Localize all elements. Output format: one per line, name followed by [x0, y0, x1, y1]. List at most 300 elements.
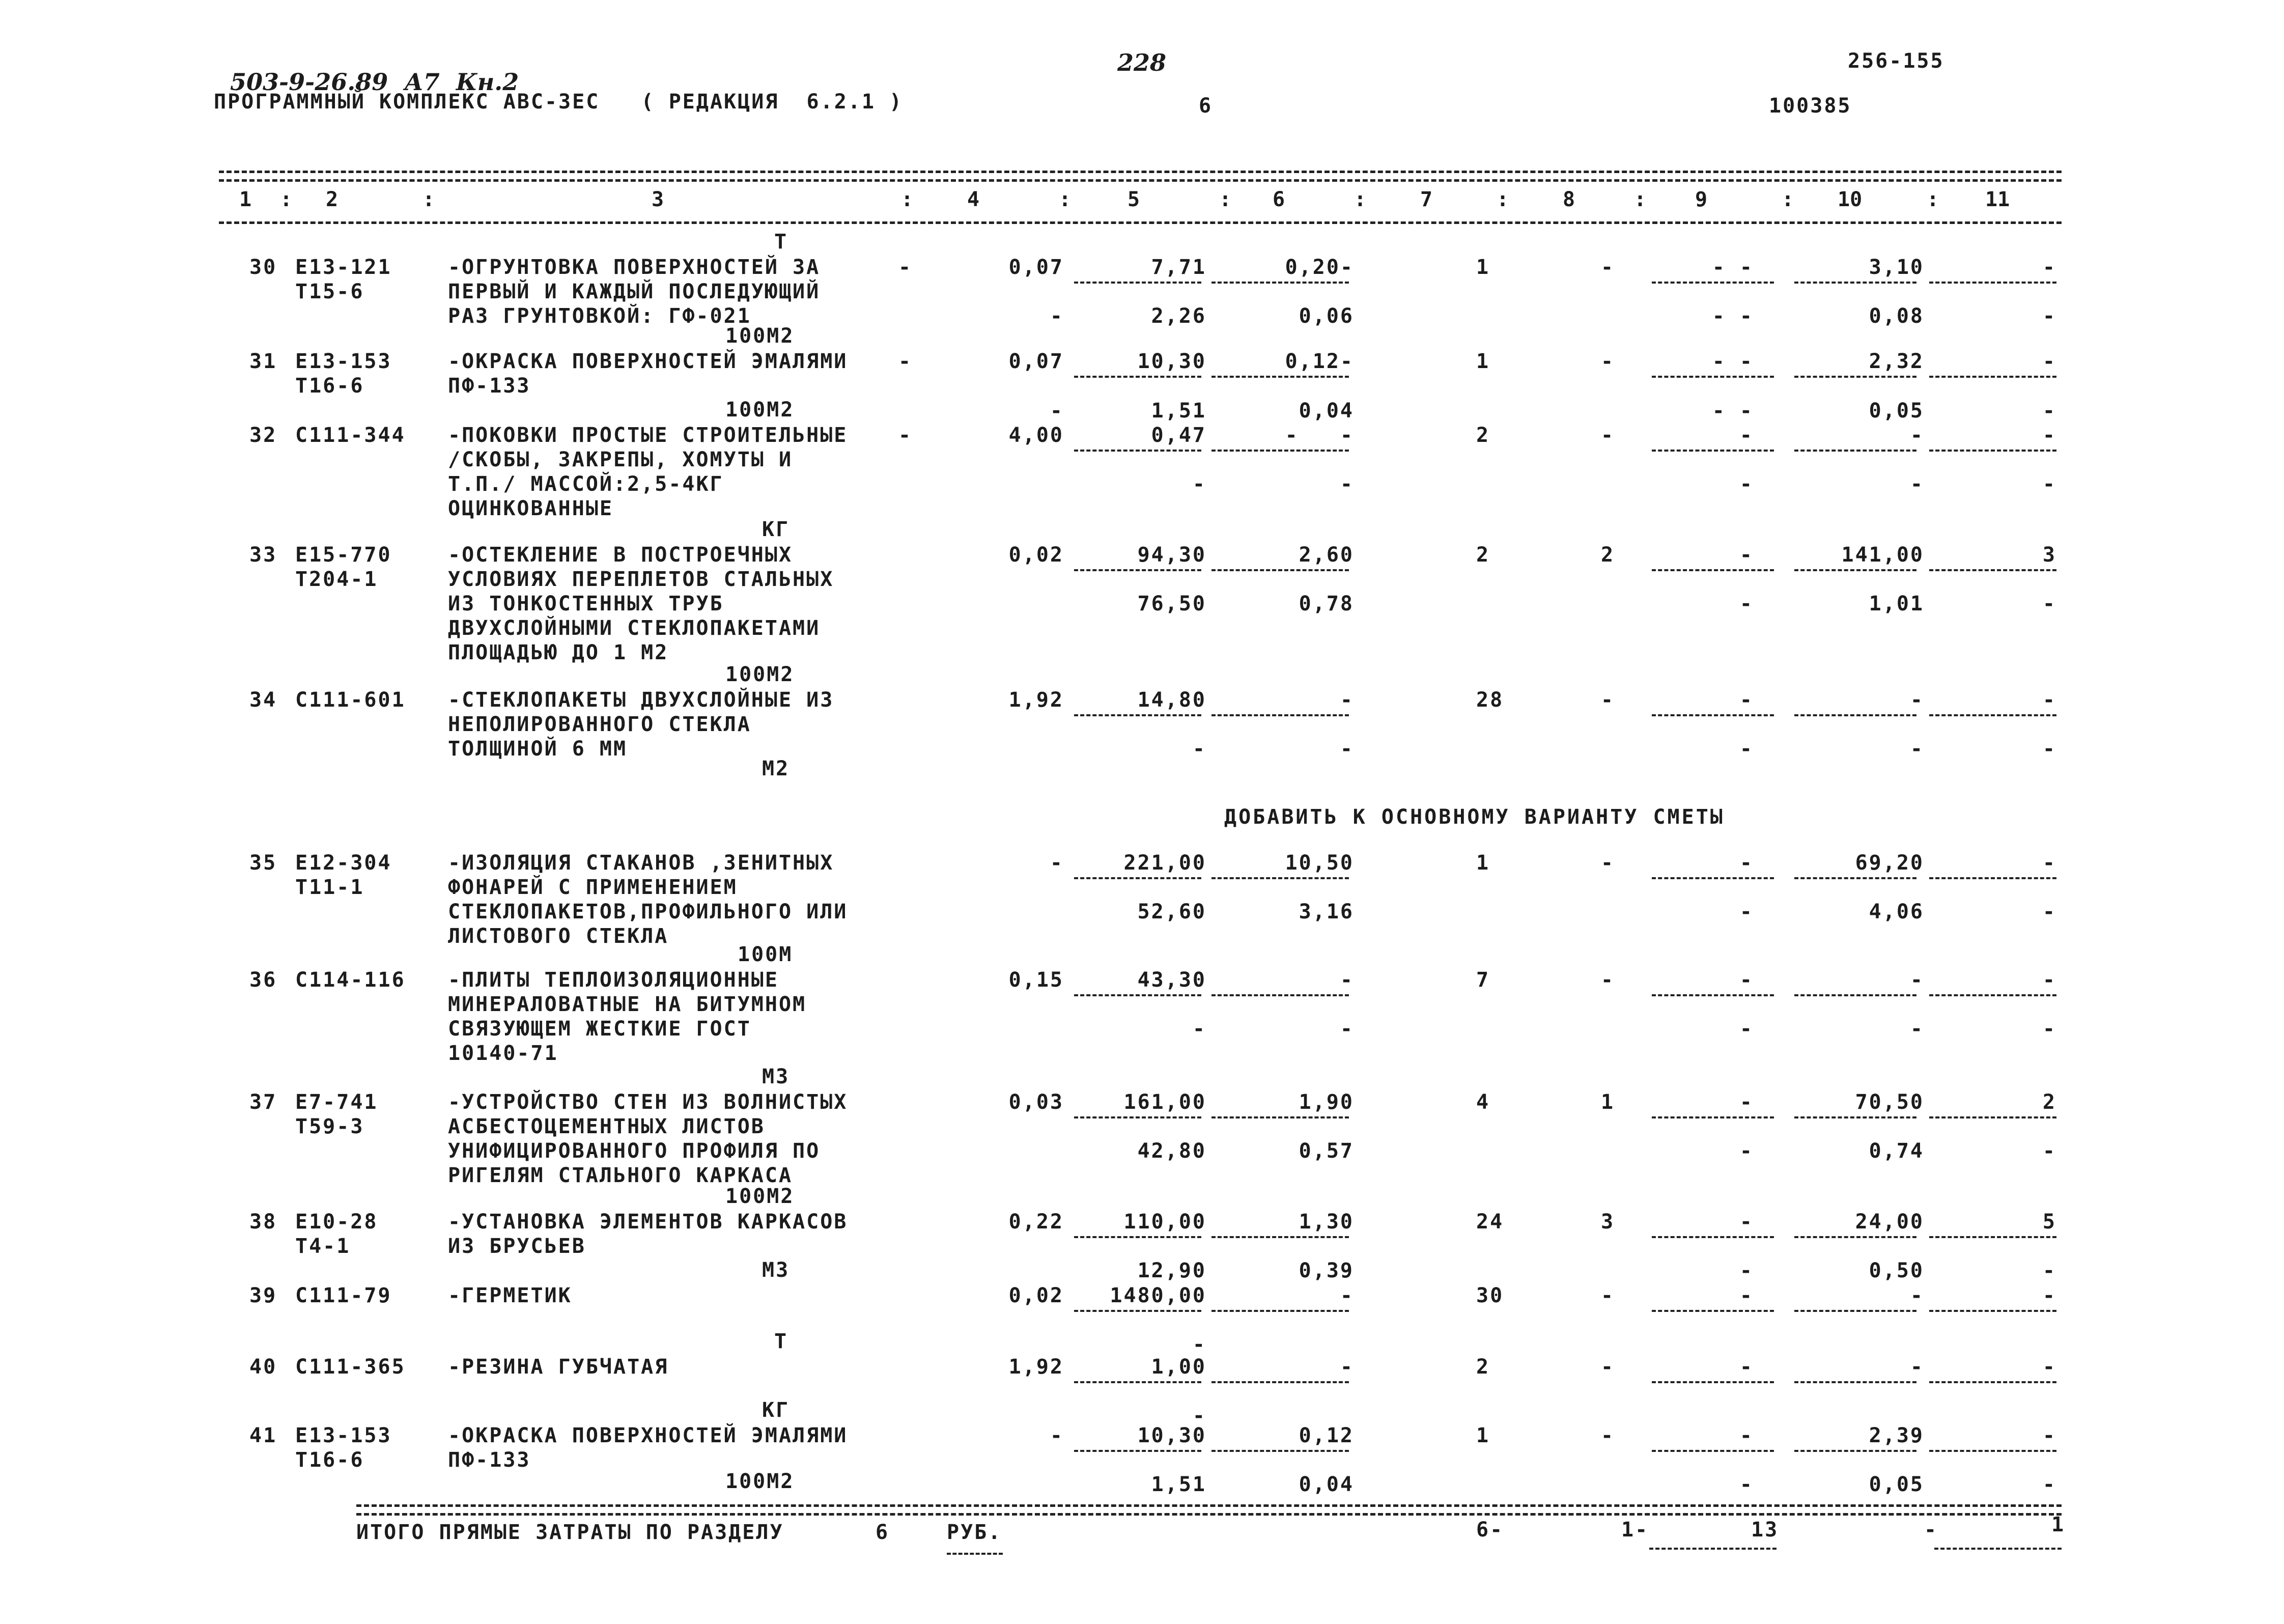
cell-c6: - — [1340, 1284, 1354, 1307]
work-description: -ОГРУНТОВКА ПОВЕРХНОСТЕЙ ЗА — [448, 256, 821, 279]
value-underline — [1794, 994, 1916, 996]
column-separator: : — [280, 188, 293, 211]
value-underline — [1794, 1310, 1916, 1312]
value-underline — [1794, 714, 1916, 716]
work-description: 10140-71 — [448, 1042, 558, 1065]
cell-c8: - — [1601, 350, 1615, 373]
resource-code: Е10-28 — [295, 1210, 378, 1234]
value-underline — [1794, 1116, 1916, 1118]
resource-code: Е13-153 — [295, 1424, 392, 1447]
resource-code: Е12-304 — [295, 851, 392, 875]
total-c9: 13 — [1751, 1518, 1779, 1542]
cell-c10: 3,10 — [1869, 256, 1924, 279]
cell-c10: 0,05 — [1869, 1473, 1924, 1496]
value-underline — [1929, 282, 2056, 284]
value-underline — [1794, 877, 1916, 879]
cell-c11: - — [2042, 968, 2056, 992]
work-description: УНИФИЦИРОВАННОГО ПРОФИЛЯ ПО — [448, 1139, 821, 1163]
cell-c9: - — [1739, 1284, 1754, 1307]
cell-c4: 1,92 — [1008, 1355, 1064, 1379]
cell-c6: 0,06 — [1299, 304, 1354, 328]
cell-c11: - — [2042, 737, 2056, 761]
resource-code: С111-79 — [295, 1284, 392, 1307]
value-underline — [1211, 1381, 1349, 1383]
work-description: -ОКРАСКА ПОВЕРХНОСТЕЙ ЭМАЛЯМИ — [448, 350, 848, 373]
value-underline — [1074, 877, 1201, 879]
unit-label: КГ — [762, 1398, 790, 1422]
value-underline — [1211, 877, 1349, 879]
row-number: 41 — [249, 1424, 277, 1447]
cell-c10: - — [1910, 1355, 1924, 1379]
cell-c10: - — [1910, 1017, 1924, 1041]
book-label: Кн.2 — [456, 68, 519, 96]
cell-c9: - — [1739, 424, 1754, 447]
unit-label: 100М2 — [725, 324, 795, 348]
value-underline — [1929, 877, 2056, 879]
value-underline — [1929, 1116, 2056, 1118]
value-underline — [1652, 994, 1774, 996]
total-c7: 6- — [1476, 1518, 1504, 1542]
total-c9-underline — [1649, 1548, 1777, 1550]
value-underline — [1211, 282, 1349, 284]
cell-c9: - — [1739, 737, 1754, 761]
cell-c4: 0,02 — [1008, 1284, 1064, 1307]
value-underline — [1929, 714, 2056, 716]
resource-code: Е13-153 — [295, 350, 392, 373]
value-underline — [1652, 1236, 1774, 1238]
cell-c10: 24,00 — [1855, 1210, 1924, 1234]
cell-c11: - — [2042, 1284, 2056, 1307]
cell-c6: 3,16 — [1299, 900, 1354, 923]
work-description: -УСТРОЙСТВО СТЕН ИЗ ВОЛНИСТЫХ — [448, 1090, 848, 1114]
cell-c9: - - — [1712, 399, 1754, 423]
value-underline — [1929, 569, 2056, 571]
cell-c4: - — [1050, 851, 1064, 875]
resource-code: Т11-1 — [295, 876, 364, 899]
cell-c3: - — [898, 256, 913, 279]
value-underline — [1652, 714, 1774, 716]
cell-c10: 4,06 — [1869, 900, 1924, 923]
column-separator: : — [901, 188, 914, 211]
cell-c5: - — [1192, 1333, 1206, 1356]
cell-c8: 2 — [1601, 543, 1615, 567]
cell-c5: - — [1192, 1404, 1206, 1427]
cell-c4: 0,07 — [1008, 350, 1064, 373]
cell-c5: 10,30 — [1137, 350, 1206, 373]
cell-c7: 1 — [1476, 256, 1490, 279]
cell-c8: 1 — [1601, 1090, 1615, 1114]
cell-c5: 94,30 — [1137, 543, 1206, 567]
value-underline — [1929, 1310, 2056, 1312]
cell-c5: 7,71 — [1151, 256, 1206, 279]
value-underline — [1652, 877, 1774, 879]
value-underline — [1794, 450, 1916, 452]
total-c10: - — [1924, 1518, 1938, 1542]
cell-c4: 0,22 — [1008, 1210, 1064, 1234]
cell-c6: - — [1340, 968, 1354, 992]
column-header-11: 11 — [1985, 188, 2010, 211]
total-c11-underline — [1934, 1548, 2062, 1550]
cell-c5: 161,00 — [1123, 1090, 1206, 1114]
value-underline — [1794, 1236, 1916, 1238]
total-c11: 1 — [2051, 1513, 2066, 1536]
value-underline — [1652, 450, 1774, 452]
row-number: 40 — [249, 1355, 277, 1379]
column-header-6: 6 — [1273, 188, 1285, 211]
total-section: 6 — [876, 1521, 890, 1544]
total-rule-top2 — [356, 1513, 2062, 1516]
column-separator: : — [1354, 188, 1367, 211]
cell-c11: - — [2042, 592, 2056, 615]
work-description: РИГЕЛЯМ СТАЛЬНОГО КАРКАСА — [448, 1164, 793, 1187]
unit-label: 100М2 — [725, 398, 795, 422]
doc-code: 503-9-26.89 — [230, 68, 388, 96]
cell-c8: - — [1601, 688, 1615, 712]
value-underline — [1074, 1116, 1201, 1118]
cell-c5: 14,80 — [1137, 688, 1206, 712]
value-underline — [1652, 1116, 1774, 1118]
column-header-5: 5 — [1127, 188, 1140, 211]
cell-c4: - — [1050, 1424, 1064, 1447]
work-description: -РЕЗИНА ГУБЧАТАЯ — [448, 1355, 669, 1379]
column-separator: : — [1059, 188, 1071, 211]
cell-c9: - — [1739, 1017, 1754, 1041]
handwritten-doc-code — [214, 47, 519, 94]
unit-label: 100М — [738, 943, 793, 966]
resource-code: Е7-741 — [295, 1090, 378, 1114]
cell-c6: 1,30 — [1299, 1210, 1354, 1234]
cell-c11: - — [2042, 900, 2056, 923]
column-separator: : — [1219, 188, 1232, 211]
cell-c4: - — [1050, 304, 1064, 328]
cell-c9: - — [1739, 592, 1754, 615]
value-underline — [1794, 376, 1916, 378]
doc-id: 100385 — [1769, 94, 1852, 118]
work-description: ФОНАРЕЙ С ПРИМЕНЕНИЕМ — [448, 876, 738, 899]
cell-c8: - — [1601, 968, 1615, 992]
value-underline — [1211, 376, 1349, 378]
cell-c11: - — [2042, 399, 2056, 423]
cell-c7: 1 — [1476, 1424, 1490, 1447]
cell-c4: - — [1050, 399, 1064, 423]
cell-c10: 70,50 — [1855, 1090, 1924, 1114]
cell-c7: 2 — [1476, 543, 1490, 567]
cell-c10: 69,20 — [1855, 851, 1924, 875]
value-underline — [1794, 569, 1916, 571]
resource-code: Е15-770 — [295, 543, 392, 567]
cell-c4: 0,03 — [1008, 1090, 1064, 1114]
program-title: ПРОГРАММНЫЙ КОМПЛЕКС АВС-ЗЕС ( РЕДАКЦИЯ 6.2.1 ) — [214, 90, 904, 114]
unit-label: КГ — [762, 518, 790, 541]
value-underline — [1074, 450, 1201, 452]
column-header-4: 4 — [967, 188, 980, 211]
work-description: ПЕРВЫЙ И КАЖДЫЙ ПОСЛЕДУЮЩИЙ — [448, 280, 821, 303]
cell-c8: - — [1601, 1284, 1615, 1307]
header-rule-top — [219, 171, 2062, 173]
resource-code: С114-116 — [295, 968, 406, 992]
cell-c6: 0,12 — [1299, 1424, 1354, 1447]
value-underline — [1794, 1381, 1916, 1383]
cell-c10: 0,08 — [1869, 304, 1924, 328]
column-header-2: 2 — [326, 188, 339, 211]
cell-c6: 10,50 — [1285, 851, 1354, 875]
cell-c11: - — [2042, 1473, 2056, 1496]
cell-c10: 0,50 — [1869, 1259, 1924, 1282]
cell-c5: - — [1192, 737, 1206, 761]
cell-c5: 0,47 — [1151, 424, 1206, 447]
cell-c10: - — [1910, 472, 1924, 496]
cell-c9: - - — [1712, 350, 1754, 373]
work-description: -ОКРАСКА ПОВЕРХНОСТЕЙ ЭМАЛЯМИ — [448, 1424, 848, 1447]
unit-label: М2 — [762, 757, 790, 780]
cell-c11: - — [2042, 472, 2056, 496]
cell-c10: 0,05 — [1869, 399, 1924, 423]
value-underline — [1794, 282, 1916, 284]
cell-c6: 0,20- — [1285, 256, 1354, 279]
cell-c5: - — [1192, 472, 1206, 496]
row-number: 38 — [249, 1210, 277, 1234]
cell-c6: 0,12- — [1285, 350, 1354, 373]
work-description: НЕПОЛИРОВАННОГО СТЕКЛА — [448, 713, 751, 736]
cell-c4: 0,15 — [1008, 968, 1064, 992]
cell-c11: 2 — [2042, 1090, 2056, 1114]
cell-c5: 1,51 — [1151, 399, 1206, 423]
work-description: ИЗ БРУСЬЕВ — [448, 1235, 586, 1258]
row-number: 35 — [249, 851, 277, 875]
resource-code: С111-344 — [295, 424, 406, 447]
cell-c11: - — [2042, 350, 2056, 373]
work-description: УСЛОВИЯХ ПЕРЕПЛЕТОВ СТАЛЬНЫХ — [448, 568, 834, 591]
cell-c6: - — [1340, 737, 1354, 761]
value-underline — [1652, 1310, 1774, 1312]
resource-code: Е13-121 — [295, 256, 392, 279]
cell-c5: 110,00 — [1123, 1210, 1206, 1234]
add-note: ДОБАВИТЬ К ОСНОВНОМУ ВАРИАНТУ СМЕТЫ — [1224, 805, 1725, 829]
row-number: 32 — [249, 424, 277, 447]
cell-c5: 12,90 — [1137, 1259, 1206, 1282]
cell-c9: - — [1739, 851, 1754, 875]
value-underline — [1074, 1450, 1201, 1452]
cell-c3: - — [898, 424, 913, 447]
resource-code: Т59-3 — [295, 1115, 364, 1138]
cell-c8: - — [1601, 424, 1615, 447]
column-header-3: 3 — [652, 188, 664, 211]
cell-c10: 0,74 — [1869, 1139, 1924, 1163]
row-number: 30 — [249, 256, 277, 279]
cell-c5: 76,50 — [1137, 592, 1206, 615]
cell-c10: - — [1910, 968, 1924, 992]
resource-code: С111-365 — [295, 1355, 406, 1379]
cell-c7: 30 — [1476, 1284, 1504, 1307]
ref-number: 256-155 — [1848, 49, 1944, 73]
value-underline — [1074, 282, 1201, 284]
value-underline — [1929, 1450, 2056, 1452]
work-description: -ПОКОВКИ ПРОСТЫЕ СТРОИТЕЛЬНЫЕ — [448, 424, 848, 447]
column-header-7: 7 — [1420, 188, 1433, 211]
resource-code: С111-601 — [295, 688, 406, 712]
header-rule-top2 — [219, 179, 2062, 182]
cell-c11: - — [2042, 424, 2056, 447]
cell-c9: - — [1739, 1355, 1754, 1379]
work-description: ТОЛЩИНОЙ 6 ММ — [448, 737, 628, 761]
value-underline — [1929, 450, 2056, 452]
cell-c11: - — [2042, 688, 2056, 712]
value-underline — [1074, 569, 1201, 571]
cell-c3: - — [898, 350, 913, 373]
cell-c5: - — [1192, 1017, 1206, 1041]
cell-c10: 2,32 — [1869, 350, 1924, 373]
cell-c9: - — [1739, 900, 1754, 923]
work-description: РАЗ ГРУНТОВКОЙ: ГФ-021 — [448, 304, 751, 328]
unit-label: Т — [774, 1330, 788, 1353]
column-separator: : — [422, 188, 435, 211]
cell-c6: 0,78 — [1299, 592, 1354, 615]
cell-c10: - — [1910, 424, 1924, 447]
cell-c6: - — [1340, 1355, 1354, 1379]
unit-label: М3 — [762, 1065, 790, 1088]
column-header-1: 1 — [239, 188, 252, 211]
cell-c10: - — [1910, 737, 1924, 761]
value-underline — [1652, 282, 1774, 284]
value-underline — [1211, 1450, 1349, 1452]
cell-c4: 1,92 — [1008, 688, 1064, 712]
cell-c6: - — [1340, 1017, 1354, 1041]
cell-c7: 4 — [1476, 1090, 1490, 1114]
unit-label: М3 — [762, 1258, 790, 1282]
column-header-8: 8 — [1563, 188, 1575, 211]
cell-c9: - — [1739, 1473, 1754, 1496]
unit-label: 100М2 — [725, 663, 795, 686]
cell-c7: 1 — [1476, 350, 1490, 373]
value-underline — [1074, 994, 1201, 996]
cell-c10: - — [1910, 688, 1924, 712]
total-rule-top — [356, 1504, 2062, 1507]
cell-c5: 1,51 — [1151, 1473, 1206, 1496]
resource-code: Т16-6 — [295, 374, 364, 398]
resource-code: Т4-1 — [295, 1235, 351, 1258]
value-underline — [1211, 994, 1349, 996]
value-underline — [1652, 1450, 1774, 1452]
work-description: ПЛОЩАДЬЮ ДО 1 М2 — [448, 641, 669, 664]
work-description: ПФ-133 — [448, 374, 531, 398]
row-number: 39 — [249, 1284, 277, 1307]
cell-c11: 5 — [2042, 1210, 2056, 1234]
cell-c9: - — [1739, 1424, 1754, 1447]
value-underline — [1929, 376, 2056, 378]
value-underline — [1211, 1116, 1349, 1118]
value-underline — [1074, 376, 1201, 378]
total-label: ИТОГО ПРЯМЫЕ ЗАТРАТЫ ПО РАЗДЕЛУ — [356, 1521, 784, 1544]
cell-c7: 28 — [1476, 688, 1504, 712]
total-currency: РУБ. — [947, 1521, 1002, 1544]
work-description: -УСТАНОВКА ЭЛЕМЕНТОВ КАРКАСОВ — [448, 1210, 848, 1234]
cell-c6: 0,04 — [1299, 1473, 1354, 1496]
cell-c11: - — [2042, 1424, 2056, 1447]
cell-c6: - - — [1285, 424, 1354, 447]
unit-label: 100М2 — [725, 1470, 795, 1493]
cell-c10: - — [1910, 1284, 1924, 1307]
cell-c10: 1,01 — [1869, 592, 1924, 615]
row-number: 37 — [249, 1090, 277, 1114]
currency-underline — [947, 1553, 1003, 1555]
cell-c5: 42,80 — [1137, 1139, 1206, 1163]
value-underline — [1929, 1236, 2056, 1238]
cell-c5: 43,30 — [1137, 968, 1206, 992]
cell-c11: - — [2042, 1259, 2056, 1282]
cell-c6: 0,04 — [1299, 399, 1354, 423]
value-underline — [1652, 1381, 1774, 1383]
cell-c4: 0,07 — [1008, 256, 1064, 279]
cell-c6: - — [1340, 688, 1354, 712]
value-underline — [1929, 1381, 2056, 1383]
row-number: 31 — [249, 350, 277, 373]
work-description: ДВУХСЛОЙНЫМИ СТЕКЛОПАКЕТАМИ — [448, 617, 821, 640]
cell-c6: 2,60 — [1299, 543, 1354, 567]
cell-c9: - — [1739, 1210, 1754, 1234]
cell-c9: - — [1739, 688, 1754, 712]
cell-c5: 221,00 — [1123, 851, 1206, 875]
cell-c7: 1 — [1476, 851, 1490, 875]
work-description: -ОСТЕКЛЕНИЕ В ПОСТРОЕЧНЫХ — [448, 543, 793, 567]
unit-label: 100М2 — [725, 1185, 795, 1208]
column-header-9: 9 — [1695, 188, 1708, 211]
column-separator: : — [1634, 188, 1647, 211]
row-number: 34 — [249, 688, 277, 712]
value-underline — [1074, 714, 1201, 716]
unit-label: Т — [774, 230, 788, 254]
column-separator: : — [1497, 188, 1509, 211]
work-description: ПФ-133 — [448, 1448, 531, 1472]
header-rule-bottom — [219, 221, 2062, 224]
cell-c11: - — [2042, 1139, 2056, 1163]
page-number: 228 — [1117, 49, 1167, 76]
cell-c5: 10,30 — [1137, 1424, 1206, 1447]
cell-c10: 141,00 — [1841, 543, 1924, 567]
column-separator: : — [1782, 188, 1794, 211]
cell-c9: - — [1739, 968, 1754, 992]
cell-c7: 2 — [1476, 424, 1490, 447]
work-description: ОЦИНКОВАННЫЕ — [448, 497, 613, 520]
cell-c11: - — [2042, 1355, 2056, 1379]
cell-c9: - - — [1712, 256, 1754, 279]
value-underline — [1794, 1450, 1916, 1452]
value-underline — [1652, 376, 1774, 378]
work-description: МИНЕРАЛОВАТНЫЕ НА БИТУМНОМ — [448, 993, 807, 1016]
cell-c10: 2,39 — [1869, 1424, 1924, 1447]
cell-c9: - — [1739, 1139, 1754, 1163]
cell-c9: - — [1739, 1259, 1754, 1282]
cell-c7: 7 — [1476, 968, 1490, 992]
cell-c6: - — [1340, 472, 1354, 496]
value-underline — [1929, 994, 2056, 996]
cell-c9: - — [1739, 1090, 1754, 1114]
cell-c11: - — [2042, 304, 2056, 328]
cell-c11: - — [2042, 256, 2056, 279]
album-label: А7 — [404, 68, 440, 96]
work-description: СТЕКЛОПАКЕТОВ,ПРОФИЛЬНОГО ИЛИ — [448, 900, 848, 923]
cell-c5: 52,60 — [1137, 900, 1206, 923]
row-number: 36 — [249, 968, 277, 992]
value-underline — [1211, 714, 1349, 716]
work-description: ЛИСТОВОГО СТЕКЛА — [448, 925, 669, 948]
cell-c9: - — [1739, 472, 1754, 496]
value-underline — [1074, 1381, 1201, 1383]
work-description: -ПЛИТЫ ТЕПЛОИЗОЛЯЦИОННЫЕ — [448, 968, 779, 992]
cell-c6: 0,39 — [1299, 1259, 1354, 1282]
cell-c8: - — [1601, 851, 1615, 875]
cell-c7: 24 — [1476, 1210, 1504, 1234]
resource-code: Т16-6 — [295, 1448, 364, 1472]
